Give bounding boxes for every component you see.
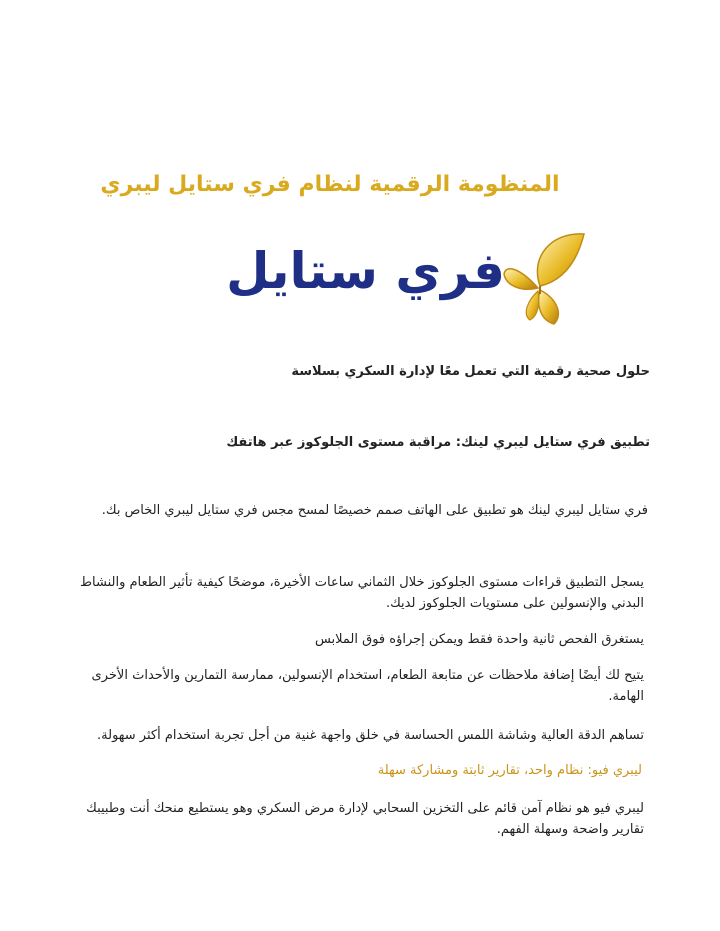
libreview-heading: ليبري فيو: نظام واحد، تقارير ثابتة ومشاركة سهلة	[377, 763, 642, 778]
brand-logo	[226, 228, 590, 328]
paragraph-4: تساهم الدقة العالية وشاشة اللمس الحساسة في خلق واجهة غنية من أجل تجربة استخدام أكثر سهولة.	[97, 728, 644, 743]
subtitle: حلول صحية رقمية التي تعمل معًا لإدارة السكري بسلاسة	[291, 364, 650, 379]
logo-text: فري ستايل	[226, 242, 505, 300]
document-title: المنظومة الرقمية لنظام فري ستايل ليبري	[100, 172, 560, 197]
paragraph-2: يستغرق الفحص ثانية واحدة فقط ويمكن إجراؤه فوق الملابس	[314, 632, 644, 647]
libreview-text: ليبري فيو هو نظام آمن قائم على التخزين السحابي لإدارة مرض السكري وهو يستطيع منحك أنت وطبيبك تقارير واضحة وسهلة الفهم.	[86, 801, 644, 837]
paragraph-3: يتيح لك أيضًا إضافة ملاحظات عن متابعة الطعام، استخدام الإنسولين، ممارسة التمارين والأحداث الأخرى الهامة.	[91, 668, 644, 704]
intro-text: فري ستايل ليبري لينك هو تطبيق على الهاتف صمم خصيصًا لمسح مجس فري ستايل ليبري الخاص بك.	[101, 503, 648, 518]
section-heading: تطبيق فري ستايل ليبري لينك: مراقبة مستوى الجلوكوز عبر هاتفك	[226, 435, 650, 450]
butterfly-icon	[500, 228, 590, 328]
paragraph-1: يسجل التطبيق قراءات مستوى الجلوكوز خلال الثماني ساعات الأخيرة، موضحًا كيفية تأثير الطعام والنشاط البدني والإنسولين على مستويات الجلوكوز لديك.	[80, 575, 644, 611]
